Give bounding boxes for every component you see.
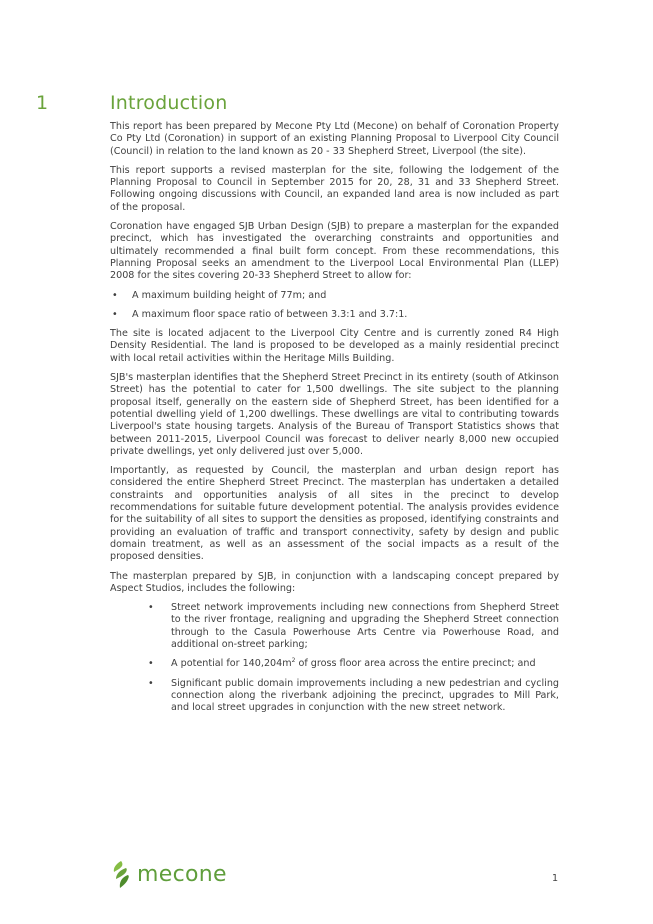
bullet-list-masterplan	[148, 602, 559, 714]
list-item	[148, 658, 559, 670]
section-number: 1	[36, 92, 49, 114]
paragraph: Importantly, as requested by Council, the masterplan and urban design report has considered the entire Shepherd Street Precinct. The masterplan has undertaken a detailed constraints and opportunities analysis of all sites in the precinct to develop recommendations for suitable future development potential. The analysis provides evidence for the suitability of all sites to support the densities as proposed, identifying constraints and providing an evaluation of traffic and transport connectivity, safety by design and public domain treatment, as well as an assessment of the social impacts as a result of the proposed densities.	[110, 465, 559, 563]
paragraph: SJB's masterplan identifies that the Shepherd Street Precinct in its entirety (south of Atkinson Street) has the potential to cater for 1,500 dwellings. The site subject to the planning proposal itself, generally on the eastern side of Shepherd Street, has been identified for a potential dwelling yield of 1,200 dwellings. These dwellings are vital to contributing towards Liverpool's state housing targets. Analysis of the Bureau of Transport Statistics shows that between 2011-2015, Liverpool Council was forecast to deliver nearly 8,000 new occupied private dwellings, yet only delivered just over 5,000.	[110, 372, 559, 457]
page-number: 1	[552, 873, 559, 884]
paragraph: Coronation have engaged SJB Urban Design (SJB) to prepare a masterplan for the expanded precinct, which has investigated the overarching constraints and opportunities and ultimately recommended a final built form concept. From these recommendations, this Planning Proposal seeks an amendment to the Liverpool Local Environmental Plan (LLEP) 2008 for the sites covering 20-33 Shepherd Street to allow for:	[110, 221, 559, 282]
bullet-list-allow	[110, 290, 559, 322]
list-item-text: A potential for 140,204m	[171, 658, 292, 670]
section-heading	[36, 92, 596, 118]
list-item: • Street network improvements including new connections from Shepherd Street to the river frontage, realigning and upgrading the Shepherd Street connection through to the Casula Powerhouse Arts Centre via Powerhouse Road, and additional on-street parking;	[148, 602, 559, 651]
paragraph: The site is located adjacent to the Liverpool City Centre and is currently zoned R4 High Density Residential. The land is proposed to be developed as a mainly residential precinct with local retail activities within the Heritage Mills Building.	[110, 328, 559, 364]
superscript: 2	[291, 657, 296, 665]
paragraph: The masterplan prepared by SJB, in conjunction with a landscaping concept prepared by Aspect Studios, includes the following:	[110, 570, 559, 594]
leaf-logo-icon	[110, 860, 134, 890]
logo-wordmark: mecone	[137, 862, 227, 887]
list-item-text: of gross floor area across the entire precinct; and	[295, 658, 536, 670]
paragraph: This report has been prepared by Mecone Pty Ltd (Mecone) on behalf of Coronation Property Co Pty Ltd (Coronation) in support of an existing Planning Proposal to Liverpool City Council (Council) in relation to the land known as 20 - 33 Shepherd Street, Liverpool (the site).	[110, 121, 559, 157]
mecone-logo	[110, 860, 250, 890]
paragraph: This report supports a revised masterplan for the site, following the lodgement of the Planning Proposal to Council in September 2015 for 20, 28, 31 and 33 Shepherd Street. Following ongoing discussions with Council, an expanded land area is now included as part of the proposal.	[110, 164, 559, 213]
section-title: Introduction	[110, 92, 228, 114]
list-item: • A maximum building height of 77m; and	[110, 290, 559, 302]
body-text	[110, 121, 559, 721]
list-item: • A maximum floor space ratio of between 3.3:1 and 3.7:1.	[110, 309, 559, 321]
list-item: • Significant public domain improvements including a new pedestrian and cycling connection along the riverbank adjoining the precinct, upgrades to Mill Park, and local street upgrades in conjunction with the new street network.	[148, 678, 559, 715]
